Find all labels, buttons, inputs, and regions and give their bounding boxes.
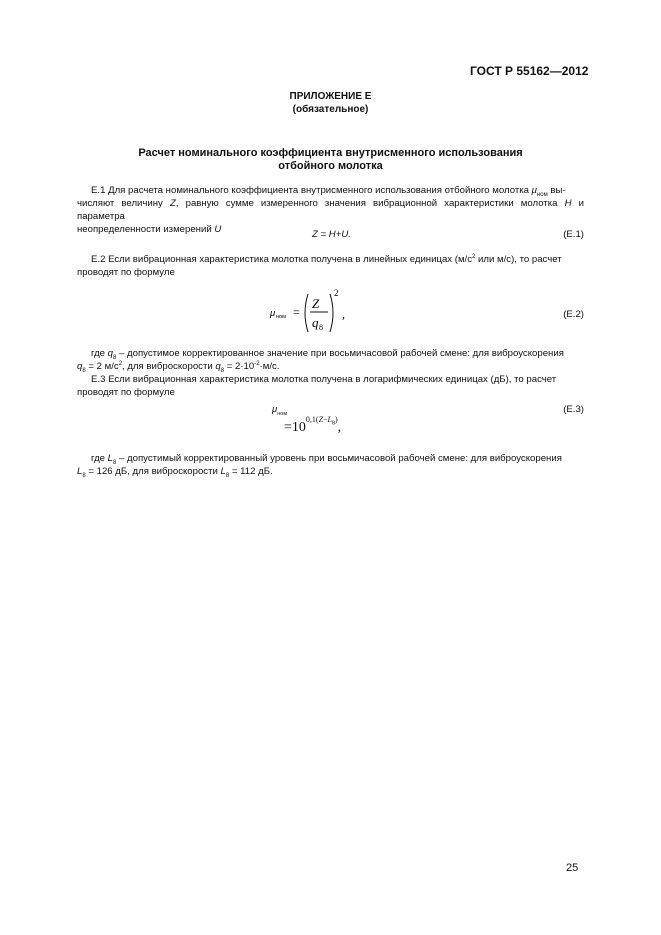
paragraph-e2 xyxy=(77,253,584,279)
paragraph-e1-line1: Е.1 Для расчета номинального коэффициента внутрисменного использования отбойного молотка $\mu_{ном}$ вы- xyxy=(91,185,566,198)
document-id: ГОСТ Р 55162—2012 xyxy=(470,64,589,78)
paragraph-where-l8-line2: $L_8 = 126$ дБ, для виброскорости $L_8 = 112$ дБ. xyxy=(77,466,273,479)
paragraph-e1-line3: неопределенности измерений U xyxy=(77,224,222,235)
section-title-line2: отбойного молотка xyxy=(278,160,383,172)
paragraph-e3-line1: Е.3 Если вибрационная характеристика молотка получена в логарифмических единицах (дБ), то расчет xyxy=(91,374,557,385)
annex-title: ПРИЛОЖЕНИЕ Е xyxy=(289,91,372,102)
section-title xyxy=(0,147,661,173)
svg-text:=: = xyxy=(293,305,300,319)
paragraph-e3-line2: проводят по формуле xyxy=(77,387,175,398)
paragraph-where-q8 xyxy=(77,347,584,399)
equation-e2-number: (Е.2) xyxy=(563,309,584,320)
page-number: 25 xyxy=(566,862,579,874)
equation-e3-rhs: $=10^{0,1(Z-L_8)}$, xyxy=(284,415,342,435)
svg-text:2: 2 xyxy=(334,288,339,298)
svg-text:,: , xyxy=(342,307,345,321)
section-title-line1: Расчет номинального коэффициента внутрисменного использования xyxy=(138,147,523,159)
svg-text:8: 8 xyxy=(319,323,323,332)
equation-e2-formula xyxy=(270,282,360,344)
paragraph-where-l8 xyxy=(77,452,584,478)
paragraph-where-q8-line1: где $q_8$ – допустимое корректированное значение при восьмичасовой рабочей смене: для виброускорения xyxy=(91,348,564,361)
equation-e3-lhs: $\mu_{ном}$ xyxy=(272,404,288,417)
svg-text:μ: μ xyxy=(270,308,276,319)
right-paren xyxy=(330,294,333,332)
equation-e3-number: (Е.3) xyxy=(563,404,584,415)
svg-text:q: q xyxy=(312,315,319,330)
svg-text:ном: ном xyxy=(276,314,286,320)
left-paren xyxy=(305,294,308,332)
paragraph-where-l8-line1: где $L_8$ – допустимый корректированный уровень при восьмичасовой рабочей смене: для виброускорения xyxy=(91,453,562,466)
paragraph-e2-line1: Е.2 Если вибрационная характеристика молотка получена в линейных единицах ($м/с^2$ или м/с), то расчет xyxy=(91,253,562,265)
annex-status: (обязательное) xyxy=(292,104,369,115)
paragraph-e2-line2: проводят по формуле xyxy=(77,267,175,278)
equation-e1: Z = H+U. xyxy=(312,229,351,240)
svg-text:Z: Z xyxy=(312,296,320,311)
paragraph-where-q8-line2: $q_8 = 2$ $м/с^2$, для виброскорости $q_8 = 2\cdot 10^{-2}\cdot м/с$. xyxy=(77,360,280,374)
equation-e1-number: (Е.1) xyxy=(563,229,584,240)
paragraph-e1-line2: числяют величину Z, равную сумме измеренного значения вибрационной характеристики молотка H и параметра xyxy=(77,198,584,222)
